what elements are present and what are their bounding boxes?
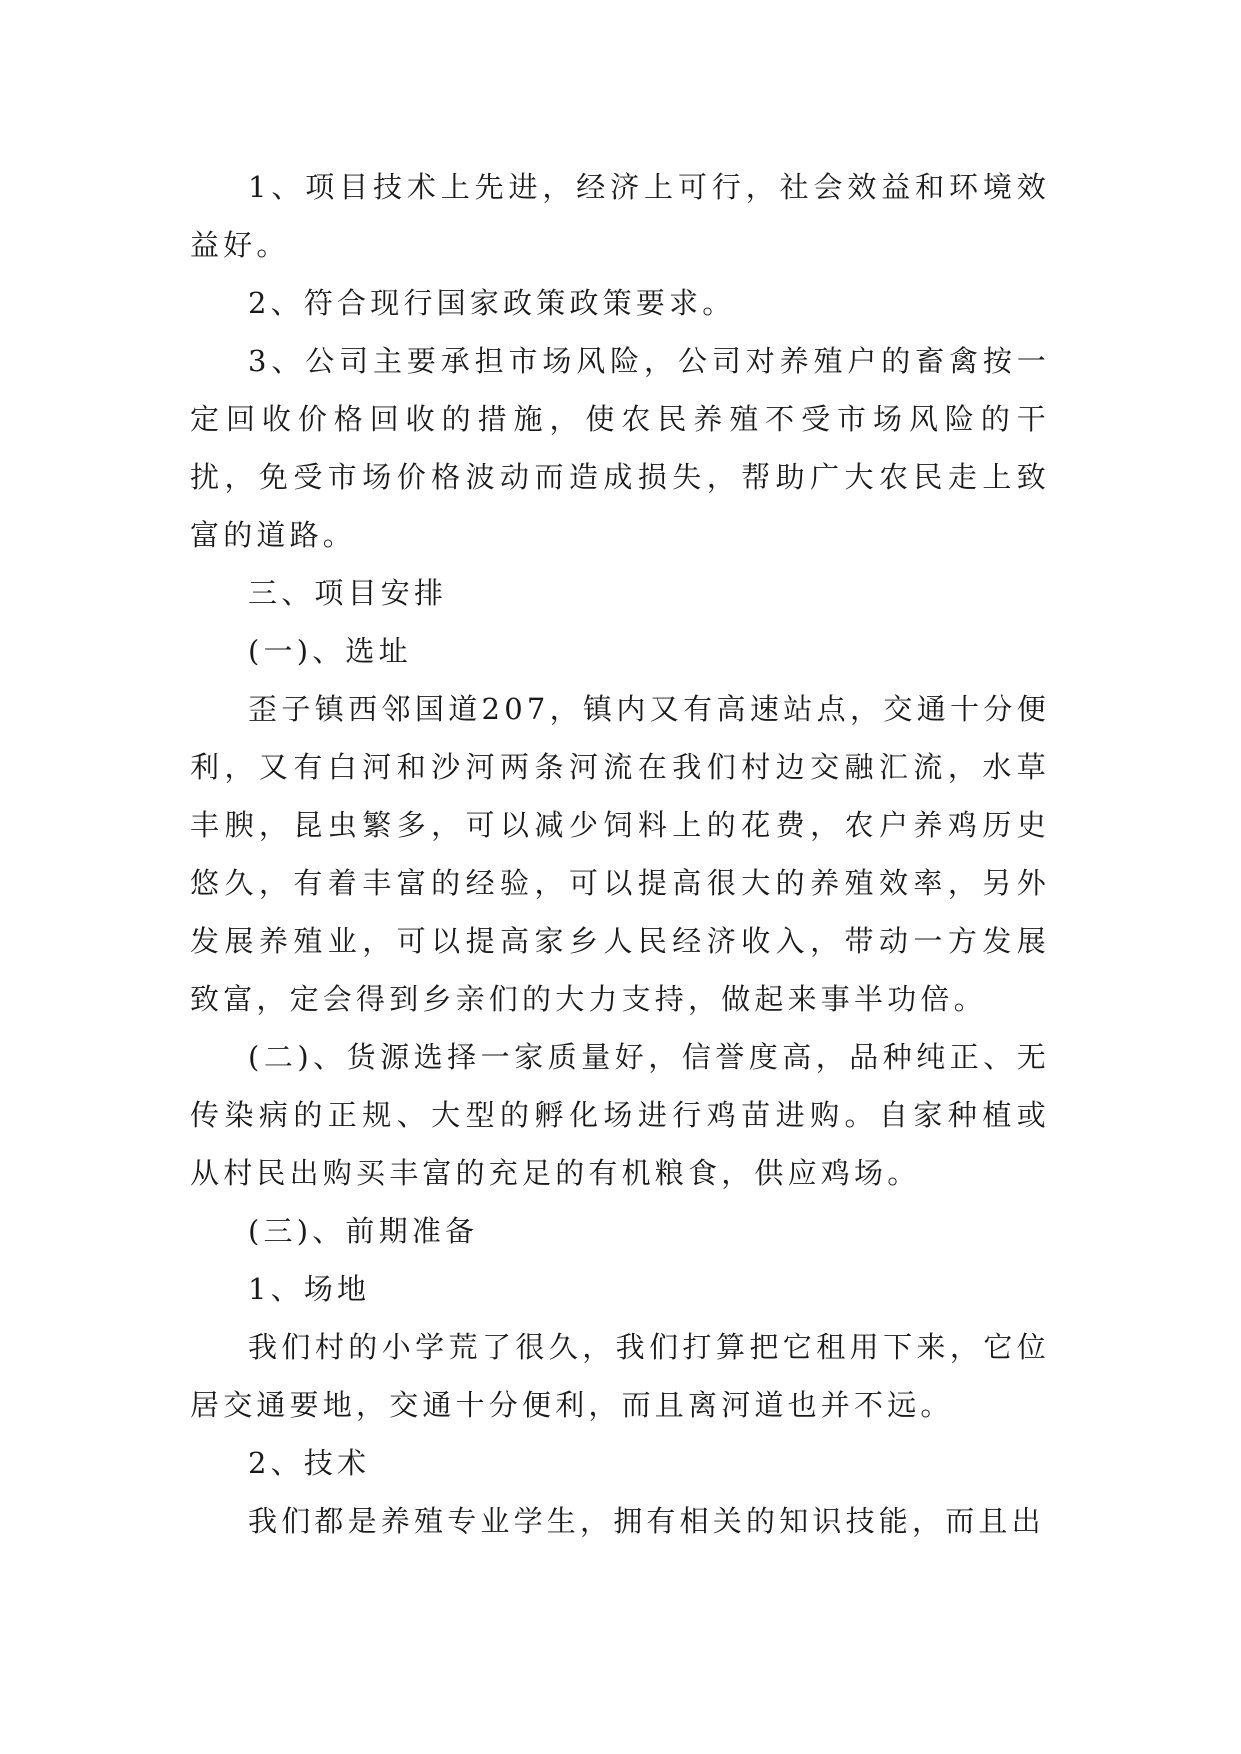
subheading-site-selection: (一)、选址 (248, 634, 412, 668)
paragraph-venue-description: 我们村的小学荒了很久，我们打算把它租用下来，它位居交通要地，交通十分便利，而且离河道也并不远。 (190, 1330, 1050, 1422)
paragraph-benefits: 1、项目技术上先进，经济上可行，社会效益和环境效益好。 (190, 170, 1050, 262)
paragraph-supply-source: (二)、货源选择一家质量好，信誉度高，品种纯正、无传染病的正规、大型的孵化场进行鸡苗进购。自家种植或从村民出购买丰富的充足的有机粮食，供应鸡场。 (190, 1040, 1050, 1190)
paragraph-site-description: 歪子镇西邻国道207，镇内又有高速站点，交通十分便利，又有白河和沙河两条河流在我们村边交融汇流，水草丰腴，昆虫繁多，可以减少饲料上的花费，农户养鸡历史悠久，有着丰富的经验，可以提高很大的养殖效率，另外发展养殖业，可以提高家乡人民经济收入，带动一方发展致富，定会得到乡亲们的大力支持，做起来事半功倍。 (190, 692, 1050, 1016)
document-body (190, 158, 1050, 1550)
subheading-technology: 2、技术 (248, 1446, 371, 1480)
paragraph-market-risk: 3、公司主要承担市场风险，公司对养殖户的畜禽按一定回收价格回收的措施，使农民养殖不受市场风险的干扰，免受市场价格波动而造成损失，帮助广大农民走上致富的道路。 (190, 344, 1050, 552)
subheading-venue: 1、场地 (248, 1272, 371, 1306)
subheading-preparation: (三)、前期准备 (248, 1214, 479, 1248)
paragraph-policy: 2、符合现行国家政策政策要求。 (248, 286, 736, 320)
section-heading-project-arrangement: 三、项目安排 (248, 576, 448, 610)
paragraph-technology-description: 我们都是养殖专业学生，拥有相关的知识技能，而且出 (248, 1504, 1045, 1538)
